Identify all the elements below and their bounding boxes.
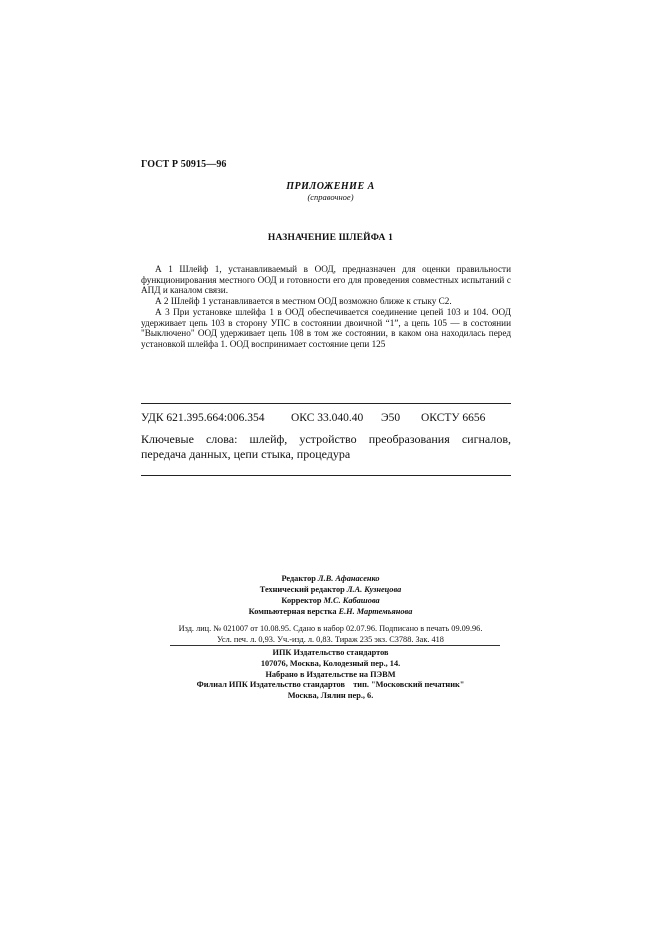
- credit-editor: Редактор Л.В. Афанасенко: [281, 574, 380, 583]
- credit-tech-editor: Технический редактор Л.А. Кузнецова: [259, 585, 402, 594]
- okstu-code: ОКСТУ 6656: [421, 412, 486, 424]
- section-title: НАЗНАЧЕНИЕ ШЛЕЙФА 1: [267, 233, 394, 243]
- udk-code: УДК 621.395.664:006.354: [141, 412, 265, 424]
- publisher-address: 107076, Москва, Колодезный пер., 14.: [260, 658, 401, 668]
- publisher-name: ИПК Издательство стандартов: [272, 648, 389, 657]
- publication-line-1: Изд. лиц. № 021007 от 10.08.95. Сдано в набор 02.07.96. Подписано в печать 09.09.96.: [178, 624, 483, 633]
- publication-line-2: Усл. печ. л. 0,93. Уч.-изд. л. 0,83. Тираж 235 экз. С3788. Зак. 418: [217, 634, 444, 644]
- standard-id: ГОСТ Р 50915—96: [141, 159, 227, 170]
- printer-name: Филиал ИПК Издательство стандартов тип. "Московский печатник": [196, 680, 465, 690]
- group-code: Э50: [381, 412, 401, 424]
- credits-block: [0, 573, 661, 617]
- publication-divider: [170, 645, 500, 646]
- publication-info: [0, 624, 661, 646]
- divider-bottom: [141, 475, 511, 476]
- paragraph-a3: А 3 При установке шлейфа 1 в ООД обеспечивается соединение цепей 103 и 104. ООД удерживает цепь 103 в сторону УПС в состоянии двоичной “1”, а цепь 105 — в состоянии "Выключено" ООД удерживает цепь 108 в том же состоянии, в каком она находилась перед установкой шлейфа 1. ООД воспринимает состояние цепи 125: [141, 306, 511, 349]
- oks-code: ОКС 33.040.40: [291, 412, 364, 424]
- body-text: [141, 264, 511, 350]
- publisher-block: [0, 648, 661, 702]
- appendix-note: (справочное): [307, 192, 354, 202]
- credit-layout: Компьютерная верстка Е.Н. Мартемьянова: [248, 607, 413, 616]
- keywords: Ключевые слова: шлейф, устройство преобразования сигналов, передача данных, цепи стыка, процедура: [141, 432, 511, 461]
- credit-proofreader: Корректор М.С. Кабашова: [281, 596, 380, 605]
- printer-address: Москва, Лялин пер., 6.: [287, 691, 374, 701]
- classification-codes: [141, 412, 485, 424]
- divider-top: [141, 403, 511, 404]
- paragraph-a1: А 1 Шлейф 1, устанавливаемый в ООД, предназначен для оценки правильности функционирования местного ООД и готовности его для проведения совместных испытаний с АПД и каналом связи.: [141, 264, 511, 296]
- paragraph-a2: А 2 Шлейф 1 устанавливается в местном ООД возможно ближе к стыку С2.: [155, 296, 452, 307]
- appendix-label: ПРИЛОЖЕНИЕ А: [286, 181, 375, 192]
- typeset-note: Набрано в Издательстве на ПЭВМ: [265, 669, 396, 679]
